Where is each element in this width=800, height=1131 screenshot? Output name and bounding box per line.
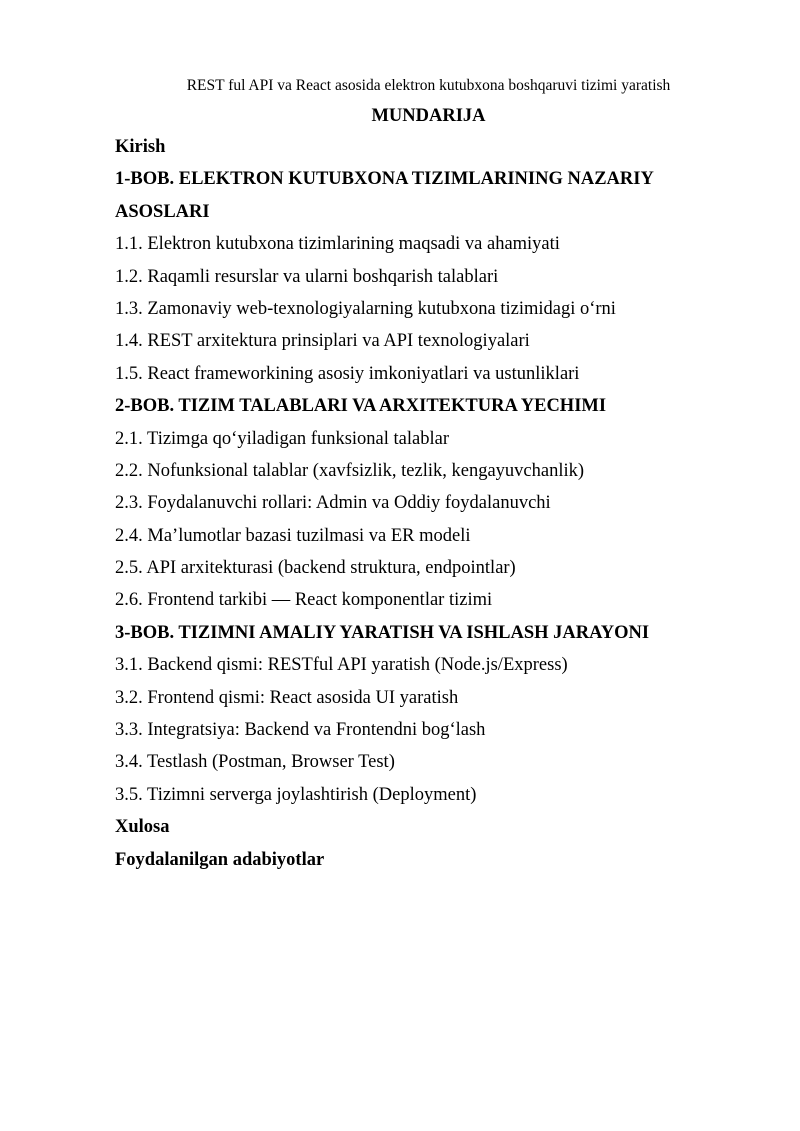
toc-chapter-1-heading: 1-BOB. ELEKTRON KUTUBXONA TIZIMLARINING NAZARIY <box>115 169 654 190</box>
toc-section-3-3: 3.3. Integratsiya: Backend va Frontendni bog‘lash <box>115 720 486 741</box>
toc-section-2-3: 2.3. Foydalanuvchi rollari: Admin va Oddiy foydalanuvchi <box>115 493 551 514</box>
toc-section-2-2: 2.2. Nofunksional talablar (xavfsizlik, tezlik, kengayuvchanlik) <box>115 460 585 481</box>
toc-entry-introduction: Kirish <box>115 137 166 157</box>
toc-section-3-4: 3.4. Testlash (Postman, Browser Test) <box>115 752 395 773</box>
toc-section-1-2: 1.2. Raqamli resurslar va ularni boshqarish talablari <box>115 266 499 287</box>
toc-section-3-5: 3.5. Tizimni serverga joylashtirish (Deployment) <box>115 784 477 805</box>
table-of-contents <box>115 135 715 880</box>
toc-chapter-3-heading: 3-BOB. TIZIMNI AMALIY YARATISH VA ISHLASH JARAYONI <box>115 622 650 643</box>
toc-section-1-1: 1.1. Elektron kutubxona tizimlarining maqsadi va ahamiyati <box>115 234 560 255</box>
toc-section-3-2: 3.2. Frontend qismi: React asosida UI yaratish <box>115 687 459 708</box>
toc-section-2-6: 2.6. Frontend tarkibi — React komponentlar tizimi <box>115 590 493 611</box>
toc-entry-references: Foydalanilgan adabiyotlar <box>115 849 325 870</box>
toc-section-2-5: 2.5. API arxitekturasi (backend struktura, endpointlar) <box>115 558 516 579</box>
document-header: REST ful API va React asosida elektron kutubxona boshqaruvi tizimi yaratish <box>186 77 671 94</box>
toc-section-1-5: 1.5. React frameworkining asosiy imkoniyatlari va ustunliklari <box>115 363 580 384</box>
toc-section-1-3: 1.3. Zamonaviy web-texnologiyalarning kutubxona tizimidagi o‘rni <box>115 298 616 319</box>
toc-section-2-1: 2.1. Tizimga qo‘yiladigan funksional talablar <box>115 428 449 449</box>
toc-entry-conclusion: Xulosa <box>115 817 170 838</box>
toc-section-2-4: 2.4. Ma’lumotlar bazasi tuzilmasi va ER modeli <box>115 525 471 546</box>
toc-section-3-1: 3.1. Backend qismi: RESTful API yaratish (Node.js/Express) <box>115 655 568 676</box>
toc-chapter-1-heading-continued: ASOSLARI <box>115 201 210 222</box>
toc-chapter-2-heading: 2-BOB. TIZIM TALABLARI VA ARXITEKTURA YECHIMI <box>115 396 607 417</box>
toc-title: MUNDARIJA <box>371 106 486 126</box>
toc-section-1-4: 1.4. REST arxitektura prinsiplari va API texnologiyalari <box>115 331 530 352</box>
